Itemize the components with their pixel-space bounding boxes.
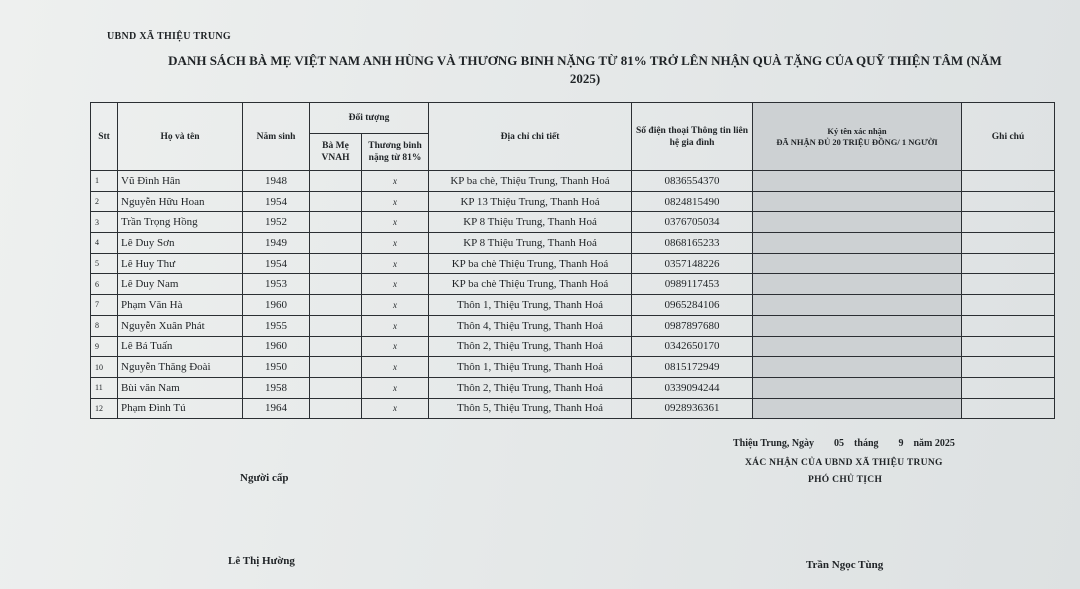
vice-chairman-label: PHÓ CHỦ TỊCH <box>808 475 883 485</box>
cell-address: Thôn 1, Thiệu Trung, Thanh Hoá <box>429 295 632 316</box>
cell-name: Phạm Văn Hà <box>118 295 243 316</box>
cell-name: Lê Bá Tuấn <box>118 336 243 357</box>
cell-birth-year: 1953 <box>243 274 310 295</box>
header-group: Đối tượng <box>310 103 429 134</box>
cell-note <box>962 191 1055 212</box>
cell-birth-year: 1958 <box>243 377 310 398</box>
table-row <box>91 336 1055 357</box>
cell-phone: 0357148226 <box>632 253 753 274</box>
cell-signature <box>753 191 962 212</box>
cell-note <box>962 171 1055 192</box>
cell-signature <box>753 212 962 233</box>
table-body <box>91 171 1055 419</box>
cell-signature <box>753 377 962 398</box>
cell-name: Nguyễn Xuân Phát <box>118 315 243 336</box>
header-name: Họ và tên <box>118 103 243 171</box>
cell-signature <box>753 274 962 295</box>
cell-name: Nguyễn Hữu Hoan <box>118 191 243 212</box>
cell-stt: 6 <box>91 274 118 295</box>
cell-note <box>962 212 1055 233</box>
cell-stt: 3 <box>91 212 118 233</box>
cell-signature <box>753 336 962 357</box>
cell-note <box>962 398 1055 419</box>
header-signature-line-1: Ký tên xác nhận <box>827 125 887 136</box>
header-note: Ghi chú <box>962 103 1055 171</box>
cell-birth-year: 1955 <box>243 315 310 336</box>
cell-mother-vnah <box>310 357 362 378</box>
header-signature-line-2: ĐÃ NHẬN ĐỦ 20 TRIỆU ĐỒNG/ 1 NGƯỜI <box>776 136 938 147</box>
recipient-table <box>90 102 1055 419</box>
cell-signature <box>753 398 962 419</box>
cell-name: Nguyễn Thăng Đoài <box>118 357 243 378</box>
cell-note <box>962 253 1055 274</box>
table-row <box>91 171 1055 192</box>
cell-signature <box>753 295 962 316</box>
cell-mother-vnah <box>310 233 362 254</box>
cell-note <box>962 274 1055 295</box>
cell-note <box>962 377 1055 398</box>
cell-mother-vnah <box>310 274 362 295</box>
table-row <box>91 357 1055 378</box>
header-signature <box>753 103 962 171</box>
cell-mother-vnah <box>310 212 362 233</box>
cell-mother-vnah <box>310 253 362 274</box>
cell-stt: 11 <box>91 377 118 398</box>
cell-birth-year: 1954 <box>243 253 310 274</box>
header-address: Địa chỉ chi tiết <box>429 103 632 171</box>
date-month: 9 <box>898 438 904 449</box>
cell-stt: 8 <box>91 315 118 336</box>
cell-address: Thôn 2, Thiệu Trung, Thanh Hoá <box>429 377 632 398</box>
cell-signature <box>753 357 962 378</box>
table-row <box>91 274 1055 295</box>
organization-name: UBND XÃ THIỆU TRUNG <box>107 31 231 42</box>
cell-address: KP ba chè Thiệu Trung, Thanh Hoá <box>429 274 632 295</box>
title-line-2: 2025) <box>569 71 601 86</box>
cell-name: Phạm Đình Tú <box>118 398 243 419</box>
cell-phone: 0928936361 <box>632 398 753 419</box>
cell-veteran-81: x <box>362 398 429 419</box>
table-row <box>91 315 1055 336</box>
header-year: Năm sinh <box>243 103 310 171</box>
table-row <box>91 233 1055 254</box>
issuer-signer-name: Lê Thị Hường <box>228 555 295 567</box>
cell-phone: 0824815490 <box>632 191 753 212</box>
cell-address: KP 13 Thiệu Trung, Thanh Hoá <box>429 191 632 212</box>
table-row <box>91 377 1055 398</box>
cell-name: Lê Duy Nam <box>118 274 243 295</box>
cell-mother-vnah <box>310 398 362 419</box>
cell-veteran-81: x <box>362 357 429 378</box>
header-group-veteran: Thương binh nặng từ 81% <box>362 134 429 171</box>
cell-name: Trần Trọng Hồng <box>118 212 243 233</box>
cell-note <box>962 336 1055 357</box>
cell-veteran-81: x <box>362 295 429 316</box>
cell-mother-vnah <box>310 295 362 316</box>
cell-birth-year: 1960 <box>243 295 310 316</box>
vice-chairman-signer-name: Trần Ngọc Tùng <box>806 559 884 571</box>
issuer-label: Người cấp <box>240 472 289 484</box>
cell-phone: 0339094244 <box>632 377 753 398</box>
cell-veteran-81: x <box>362 233 429 254</box>
cell-address: KP ba chè, Thiệu Trung, Thanh Hoá <box>429 171 632 192</box>
cell-veteran-81: x <box>362 377 429 398</box>
table-row <box>91 212 1055 233</box>
cell-birth-year: 1960 <box>243 336 310 357</box>
cell-phone: 0815172949 <box>632 357 753 378</box>
cell-address: Thôn 2, Thiệu Trung, Thanh Hoá <box>429 336 632 357</box>
cell-veteran-81: x <box>362 274 429 295</box>
cell-phone: 0965284106 <box>632 295 753 316</box>
date-month-label: tháng <box>854 438 879 449</box>
cell-phone: 0342650170 <box>632 336 753 357</box>
cell-signature <box>753 171 962 192</box>
table-row <box>91 253 1055 274</box>
header-group-mother: Bà Mẹ VNAH <box>310 134 362 171</box>
cell-address: KP ba chè Thiệu Trung, Thanh Hoá <box>429 253 632 274</box>
cell-veteran-81: x <box>362 212 429 233</box>
table-row <box>91 295 1055 316</box>
document-title <box>110 52 1060 88</box>
cell-birth-year: 1950 <box>243 357 310 378</box>
confirm-label: XÁC NHẬN CỦA UBND XÃ THIỆU TRUNG <box>745 458 943 468</box>
header-phone: Số điện thoại Thông tin liên hệ gia đình <box>632 103 753 171</box>
cell-name: Lê Duy Sơn <box>118 233 243 254</box>
cell-mother-vnah <box>310 315 362 336</box>
cell-address: KP 8 Thiệu Trung, Thanh Hoá <box>429 212 632 233</box>
cell-address: Thôn 4, Thiệu Trung, Thanh Hoá <box>429 315 632 336</box>
cell-name: Bùi văn Nam <box>118 377 243 398</box>
cell-address: Thôn 1, Thiệu Trung, Thanh Hoá <box>429 357 632 378</box>
cell-mother-vnah <box>310 336 362 357</box>
cell-birth-year: 1964 <box>243 398 310 419</box>
cell-signature <box>753 233 962 254</box>
cell-stt: 5 <box>91 253 118 274</box>
cell-mother-vnah <box>310 171 362 192</box>
cell-phone: 0376705034 <box>632 212 753 233</box>
cell-phone: 0868165233 <box>632 233 753 254</box>
cell-veteran-81: x <box>362 191 429 212</box>
cell-address: Thôn 5, Thiệu Trung, Thanh Hoá <box>429 398 632 419</box>
place-date-prefix: Thiệu Trung, Ngày <box>733 438 815 449</box>
place-date <box>733 438 955 449</box>
cell-stt: 12 <box>91 398 118 419</box>
cell-birth-year: 1952 <box>243 212 310 233</box>
date-year: năm 2025 <box>913 438 955 449</box>
cell-mother-vnah <box>310 377 362 398</box>
header-stt: Stt <box>91 103 118 171</box>
cell-veteran-81: x <box>362 171 429 192</box>
cell-note <box>962 233 1055 254</box>
title-line-1: DANH SÁCH BÀ MẸ VIỆT NAM ANH HÙNG VÀ THƯƠNG BINH NẶNG TỪ 81% TRỞ LÊN NHẬN QUÀ TẶNG CỦA QUỸ THIỆN TÂM (NĂM <box>168 53 1002 68</box>
cell-phone: 0836554370 <box>632 171 753 192</box>
cell-phone: 0989117453 <box>632 274 753 295</box>
cell-veteran-81: x <box>362 253 429 274</box>
table-row <box>91 191 1055 212</box>
cell-stt: 4 <box>91 233 118 254</box>
cell-birth-year: 1948 <box>243 171 310 192</box>
cell-veteran-81: x <box>362 315 429 336</box>
date-day: 05 <box>834 438 845 449</box>
cell-stt: 10 <box>91 357 118 378</box>
cell-note <box>962 357 1055 378</box>
cell-stt: 9 <box>91 336 118 357</box>
cell-birth-year: 1954 <box>243 191 310 212</box>
table-row <box>91 398 1055 419</box>
cell-stt: 2 <box>91 191 118 212</box>
cell-signature <box>753 315 962 336</box>
cell-mother-vnah <box>310 191 362 212</box>
cell-signature <box>753 253 962 274</box>
cell-phone: 0987897680 <box>632 315 753 336</box>
cell-veteran-81: x <box>362 336 429 357</box>
cell-stt: 7 <box>91 295 118 316</box>
cell-note <box>962 295 1055 316</box>
cell-note <box>962 315 1055 336</box>
cell-name: Vũ Đình Hân <box>118 171 243 192</box>
cell-birth-year: 1949 <box>243 233 310 254</box>
cell-stt: 1 <box>91 171 118 192</box>
cell-name: Lê Huy Thư <box>118 253 243 274</box>
cell-address: KP 8 Thiệu Trung, Thanh Hoá <box>429 233 632 254</box>
